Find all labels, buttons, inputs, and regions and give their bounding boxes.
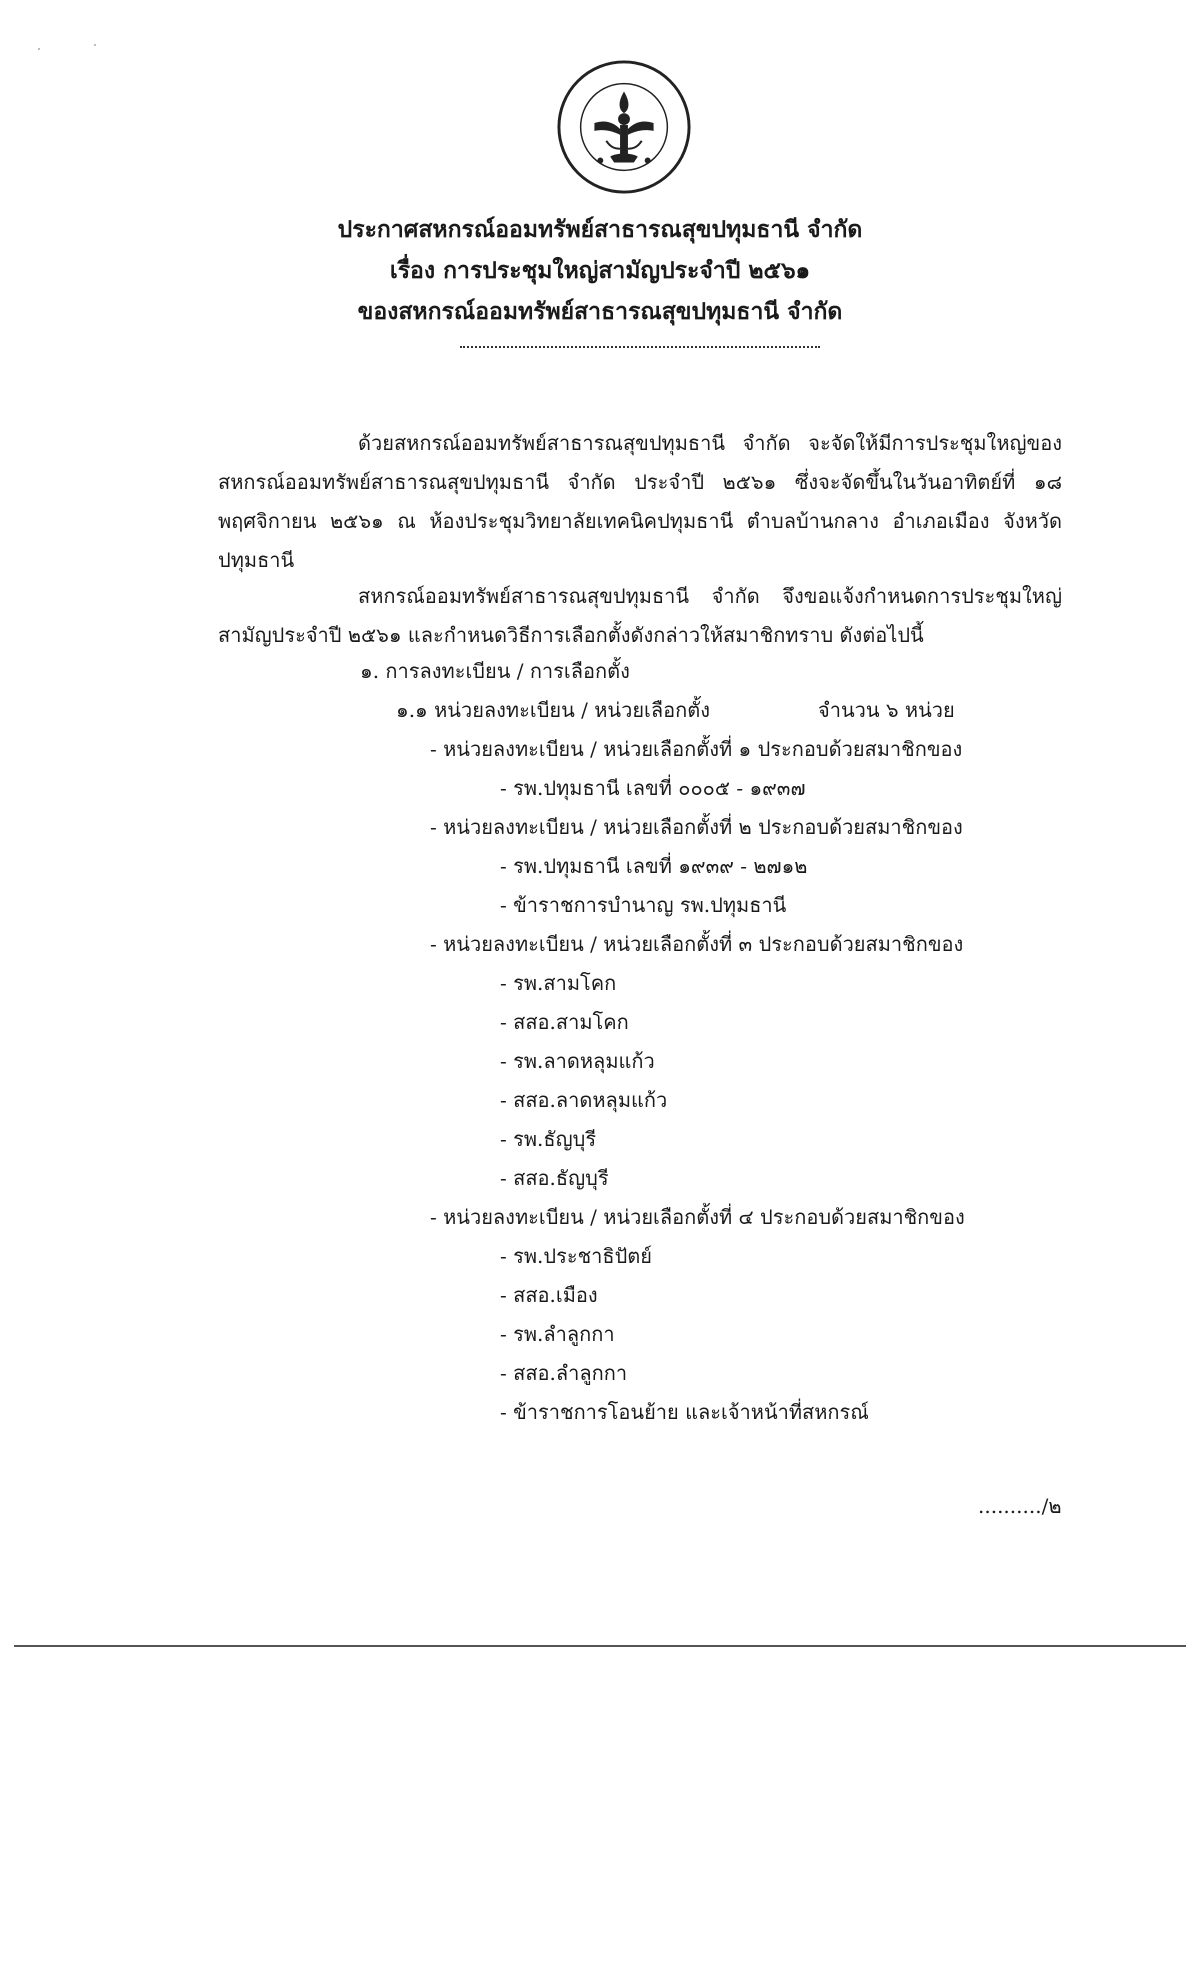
list-item: - รพ.ประชาธิปัตย์ — [500, 1244, 652, 1268]
scan-speck — [94, 44, 96, 46]
unit-heading-4: - หน่วยลงทะเบียน / หน่วยเลือกตั้งที่ ๔ ประกอบด้วยสมาชิกของ — [430, 1205, 965, 1229]
intro-paragraph: ด้วยสหกรณ์ออมทรัพย์สาธารณสุขปทุมธานี จำกัด จะจัดให้มีการประชุมใหญ่ของสหกรณ์ออมทรัพย์สาธารณสุขปทุมธานี จำกัด ประจำปี ๒๕๖๑ ซึ่งจะจัดขึ้นในวันอาทิตย์ที่ ๑๘ พฤศจิกายน ๒๕๖๑ ณ ห้องประชุมวิทยาลัยเทคนิคปทุมธานี ตำบลบ้านกลาง อำเภอเมือง จังหวัดปทุมธานี — [218, 431, 1062, 572]
unit-heading-2: - หน่วยลงทะเบียน / หน่วยเลือกตั้งที่ ๒ ประกอบด้วยสมาชิกของ — [430, 815, 963, 839]
list-item: - ข้าราชการบำนาญ รพ.ปทุมธานี — [500, 893, 787, 917]
list-item: - สสอ.ลาดหลุมแก้ว — [500, 1088, 668, 1112]
list-item: - สสอ.ธัญบุรี — [500, 1166, 609, 1190]
list-item: - รพ.ปทุมธานี เลขที่ ๐๐๐๕ - ๑๙๓๗ — [500, 776, 806, 800]
list-item: - สสอ.ลำลูกกา — [500, 1361, 628, 1385]
notice-paragraph: สหกรณ์ออมทรัพย์สาธารณสุขปทุมธานี จำกัด จึงขอแจ้งกำหนดการประชุมใหญ่สามัญประจำปี ๒๕๖๑ และกำหนดวิธีการเลือกตั้งดังกล่าวให้สมาชิกทราบ ดังต่อไปนี้ — [218, 584, 1062, 647]
section-heading: ๑. การลงทะเบียน / การเลือกตั้ง — [360, 659, 630, 683]
unit-heading-1: - หน่วยลงทะเบียน / หน่วยเลือกตั้งที่ ๑ ประกอบด้วยสมาชิกของ — [430, 737, 963, 761]
list-item: - รพ.ลำลูกกา — [500, 1322, 615, 1346]
dotted-separator — [460, 346, 820, 348]
list-item: - ข้าราชการโอนย้าย และเจ้าหน้าที่สหกรณ์ — [500, 1400, 869, 1424]
list-item: - รพ.ปทุมธานี เลขที่ ๑๙๓๙ - ๒๗๑๒ — [500, 854, 808, 878]
list-item: - รพ.ธัญบุรี — [500, 1127, 597, 1151]
organization-line: ของสหกรณ์ออมทรัพย์สาธารณสุขปทุมธานี จำกัด — [357, 298, 843, 325]
list-item: - รพ.ลาดหลุมแก้ว — [500, 1049, 655, 1073]
unit-count: จำนวน ๖ หน่วย — [818, 698, 955, 722]
page-reference: ........../๒ — [978, 1494, 1062, 1518]
unit-heading-3: - หน่วยลงทะเบียน / หน่วยเลือกตั้งที่ ๓ ประกอบด้วยสมาชิกของ — [430, 932, 964, 956]
announcement-title: ประกาศสหกรณ์ออมทรัพย์สาธารณสุขปทุมธานี จำกัด — [337, 216, 863, 243]
subsection-heading: ๑.๑ หน่วยลงทะเบียน / หน่วยเลือกตั้ง — [396, 698, 711, 722]
list-item: - สสอ.สามโคก — [500, 1010, 629, 1034]
scan-edge-line — [14, 1645, 1186, 1647]
scan-speck — [38, 48, 40, 50]
list-item: - รพ.สามโคก — [500, 971, 617, 995]
subject-line: เรื่อง การประชุมใหญ่สามัญประจำปี ๒๕๖๑ — [389, 257, 811, 284]
cooperative-emblem — [555, 58, 693, 196]
list-item: - สสอ.เมือง — [500, 1283, 598, 1307]
